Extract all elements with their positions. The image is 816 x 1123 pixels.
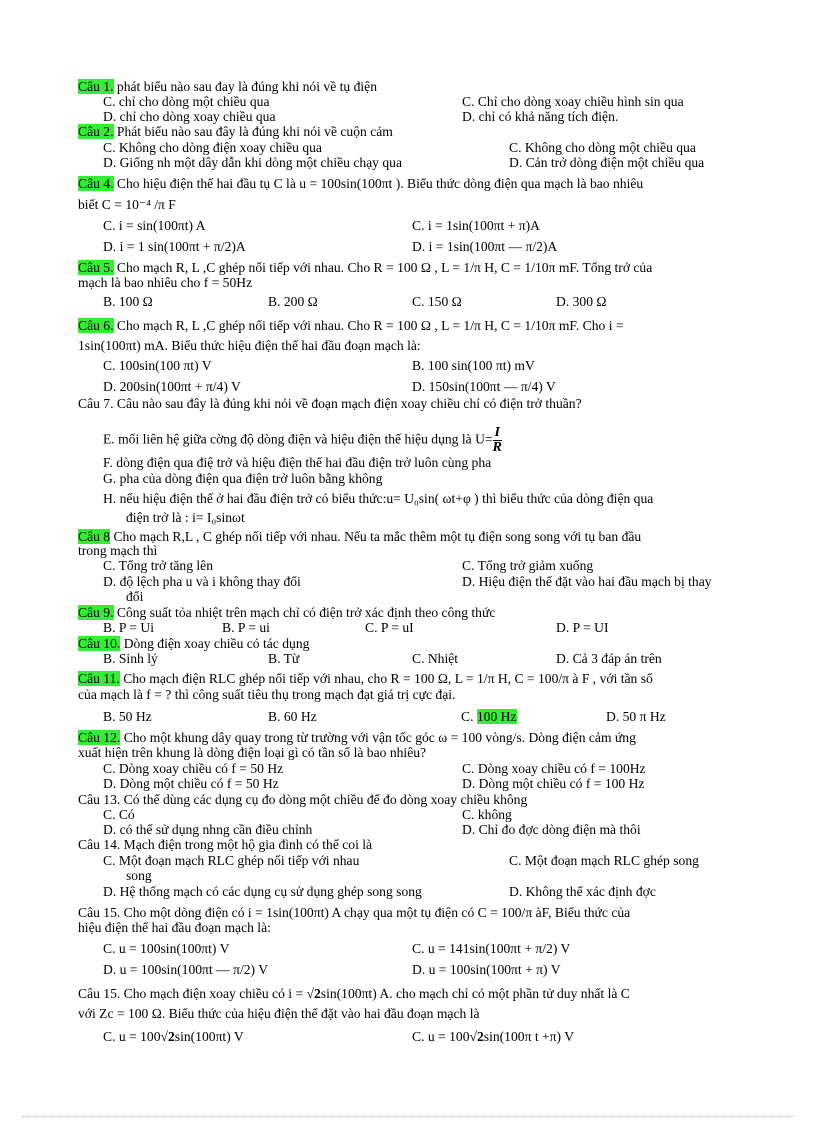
option: D. Cả 3 đáp án trên xyxy=(556,651,662,666)
page-footer-divider xyxy=(22,1116,794,1117)
option: D. 200sin(100πt + π/4) V xyxy=(103,379,241,394)
option: C. Không cho dòng một chiều qua xyxy=(509,140,696,155)
question-label: Câu 12. xyxy=(78,730,121,745)
option-answer: C. 100 Hz xyxy=(461,709,517,724)
question-1: Câu 1. phát biểu nào sau đay là đúng khi nói về tụ điện xyxy=(78,79,378,94)
question-text: trong mạch thì xyxy=(78,543,158,558)
option: C. không xyxy=(462,807,512,822)
option: C. Tổng trở tăng lên xyxy=(103,558,214,573)
option: D. chỉ có khả năng tích điện. xyxy=(462,109,619,124)
option: D. 300 Ω xyxy=(556,294,607,309)
highlighted-answer: 100 Hz xyxy=(476,709,517,724)
option: F. dòng điện qua điệ trở và hiệu điện thế hai đầu điện trở luôn cùng pha xyxy=(103,455,492,470)
option: D. Không thể xác định đợc xyxy=(509,884,656,899)
option: C. i = 1sin(100πt + π)A xyxy=(412,218,540,233)
option: B. 100 sin(100 πt) mV xyxy=(412,358,535,373)
option: D. Dòng một chiều có f = 50 Hz xyxy=(103,776,279,791)
question-8: Câu 8 Cho mạch R,L , C ghép nối tiếp với nhau. Nếu ta mắc thêm một tụ điện song song với tụ ban đầu xyxy=(78,529,642,544)
option: D. Dòng một chiều có f = 100 Hz xyxy=(462,776,645,791)
question-label: Câu 10. xyxy=(78,636,121,651)
option: B. P = Ui xyxy=(103,620,154,635)
question-text: 1sin(100πt) mA. Biểu thức hiệu điện thế hai đầu đoạn mạch là: xyxy=(78,338,421,353)
question-2: Câu 2. Phát biểu nào sau đây là đúng khi nói về cuộn cảm xyxy=(78,124,393,139)
option: D. u = 100sin(100πt + π) V xyxy=(412,962,561,977)
option: C. P = uI xyxy=(365,620,414,635)
option: C. chỉ cho dòng một chiều qua xyxy=(103,94,270,109)
option: B. 200 Ω xyxy=(268,294,318,309)
option: C. u = 100sin(100πt) V xyxy=(103,941,230,956)
option: C. u = 100√2sin(100π t +π) V xyxy=(412,1029,575,1044)
question-label: Câu 4. xyxy=(78,176,114,191)
option: C. u = 100√2sin(100πt) V xyxy=(103,1029,244,1044)
question-label: Câu 11. xyxy=(78,671,120,686)
option: D. P = UI xyxy=(556,620,609,635)
option: D. i = 1 sin(100πt + π/2)A xyxy=(103,239,246,254)
question-6: Câu 6. Cho mạch R, L ,C ghép nối tiếp với nhau. Cho R = 100 Ω , L = 1/π H, C = 1/10π mF. Cho i = xyxy=(78,318,624,333)
option: C. Chỉ cho dòng xoay chiều hình sin qua xyxy=(462,94,684,109)
option: C. Không cho dòng điện xoay chiều qua xyxy=(103,140,322,155)
question-text: với Zc = 100 Ω. Biểu thức của hiệu điện thế đặt vào hai đầu đoạn mạch là xyxy=(78,1006,480,1021)
question-label: Câu 2. xyxy=(78,124,114,139)
option: B. Sinh lý xyxy=(103,651,158,666)
option: B. P = ui xyxy=(222,620,270,635)
question-15b: Câu 15. Cho mạch điện xoay chiều có i = √2sin(100πt) A. cho mạch chỉ có một phần tử duy nhất là C xyxy=(78,986,630,1001)
option: B. 60 Hz xyxy=(268,709,317,724)
option: D. chỉ cho dòng xoay chiều qua xyxy=(103,109,276,124)
question-15: Câu 15. Cho một dòng điện có i = 1sin(100πt) A chạy qua một tụ điện có C = 100/π àF, Biểu thức của xyxy=(78,905,631,920)
option-text: điện trở là : i= I₀sinωt xyxy=(126,510,245,525)
option: B. 50 Hz xyxy=(103,709,152,724)
option: B. Từ xyxy=(268,651,300,666)
question-label: Câu 1. xyxy=(78,79,114,94)
option: D. Chỉ đo đợc dòng điện mà thôi xyxy=(462,822,641,837)
option: D. 50 π Hz xyxy=(606,709,666,724)
option: D. độ lệch pha u và i không thay đổi xyxy=(103,574,301,589)
question-13: Câu 13. Có thể dùng các dụng cụ đo dòng một chiều để đo dòng xoay chiều không xyxy=(78,792,528,807)
option: C. Tổng trở giảm xuống xyxy=(462,558,594,573)
option: C. Một đoạn mạch RLC ghép song xyxy=(509,853,699,868)
question-12: Câu 12. Cho một khung dây quay trong từ trường với vận tốc góc ω = 100 vòng/s. Dòng điện cảm ứng xyxy=(78,730,636,745)
option: D. Hệ thống mạch có các dụng cụ sử dụng ghép song song xyxy=(103,884,422,899)
question-text: của mạch là f = ? thì công suất tiêu thụ trong mạch đạt giá trị cực đại. xyxy=(78,687,456,702)
sqrt-symbol: √2 xyxy=(160,1029,175,1044)
option-text: song xyxy=(126,868,152,883)
question-7: Câu 7. Câu nào sau đây là đúng khi nói về đoạn mạch điện xoay chiều chỉ có điện trở thuần? xyxy=(78,396,582,411)
question-label: Câu 5. xyxy=(78,260,114,275)
option: D. có thể sử dụng nhng cần điều chỉnh xyxy=(103,822,313,837)
option: C. Một đoạn mạch RLC ghép nối tiếp với nhau xyxy=(103,853,360,868)
question-5: Câu 5. Cho mạch R, L ,C ghép nối tiếp với nhau. Cho R = 100 Ω , L = 1/π H, C = 1/10π mF. Tổng trở của xyxy=(78,260,653,275)
question-9: Câu 9. Công suất tỏa nhiệt trên mạch chỉ có điện trở xác định theo công thức xyxy=(78,605,496,620)
sqrt-symbol: √2 xyxy=(469,1029,484,1044)
option: D. u = 100sin(100πt — π/2) V xyxy=(103,962,269,977)
question-11: Câu 11. Cho mạch điện RLC ghép nối tiếp với nhau, cho R = 100 Ω, L = 1/π H, C = 100/π à F , với tần số xyxy=(78,671,653,686)
option: C. 100sin(100 πt) V xyxy=(103,358,212,373)
question-text: biết C = 10⁻⁴ /π F xyxy=(78,197,176,212)
sqrt-symbol: √2 xyxy=(306,986,321,1001)
option: B. 100 Ω xyxy=(103,294,153,309)
option: D. 150sin(100πt — π/4) V xyxy=(412,379,556,394)
option-text: đổi xyxy=(126,589,144,604)
option: D. Cản trở dòng điện một chiều qua xyxy=(509,155,705,170)
option: C. Có xyxy=(103,807,135,822)
question-text: mạch là bao nhiêu cho f = 50Hz xyxy=(78,275,253,290)
question-label: Câu 8 xyxy=(78,529,111,544)
option: C. u = 141sin(100πt + π/2) V xyxy=(412,941,571,956)
question-14: Câu 14. Mạch điện trong một hộ gia đình có thể coi là xyxy=(78,837,373,852)
option: C. Nhiệt xyxy=(412,651,459,666)
option: D. i = 1sin(100πt — π/2)A xyxy=(412,239,558,254)
option: D. Giống nh một dây dẫn khi dòng một chiều chạy qua xyxy=(103,155,403,170)
option: D. Hiệu điện thế đặt vào hai đầu mạch bị thay xyxy=(462,574,712,589)
option: C. i = sin(100πt) A xyxy=(103,218,206,233)
question-4: Câu 4. Cho hiệu điện thế hai đầu tụ C là u = 100sin(100πt ). Biểu thức dòng điện qua mạch là bao nhiêu xyxy=(78,176,644,191)
question-text: hiệu điện thế hai đầu đoạn mạch là: xyxy=(78,920,271,935)
option: G. pha của dòng điện qua điện trở luôn bằng không xyxy=(103,471,383,486)
fraction: $\frac{I}{R}$ xyxy=(492,425,502,455)
question-text: xuất hiện trên khung là dòng điện loại gì có tần số là bao nhiêu? xyxy=(78,745,427,760)
question-10: Câu 10. Dòng điện xoay chiều có tác dụng xyxy=(78,636,310,651)
option: C. 150 Ω xyxy=(412,294,462,309)
question-label: Câu 9. xyxy=(78,605,114,620)
option: H. nếu hiệu điện thế ở hai đầu điện trở có biểu thức:u= U₀sin( ωt+φ ) thì biểu thức của dòng điện qua xyxy=(103,491,654,506)
question-label: Câu 6. xyxy=(78,318,114,333)
option: C. Dòng xoay chiều có f = 50 Hz xyxy=(103,761,284,776)
option: E. mối liên hệ giữa cờng độ dòng điện và hiệu điện thế hiệu dụng là U= $\frac{I}{R}$ xyxy=(103,425,502,455)
option: C. Dòng xoay chiều có f = 100Hz xyxy=(462,761,646,776)
